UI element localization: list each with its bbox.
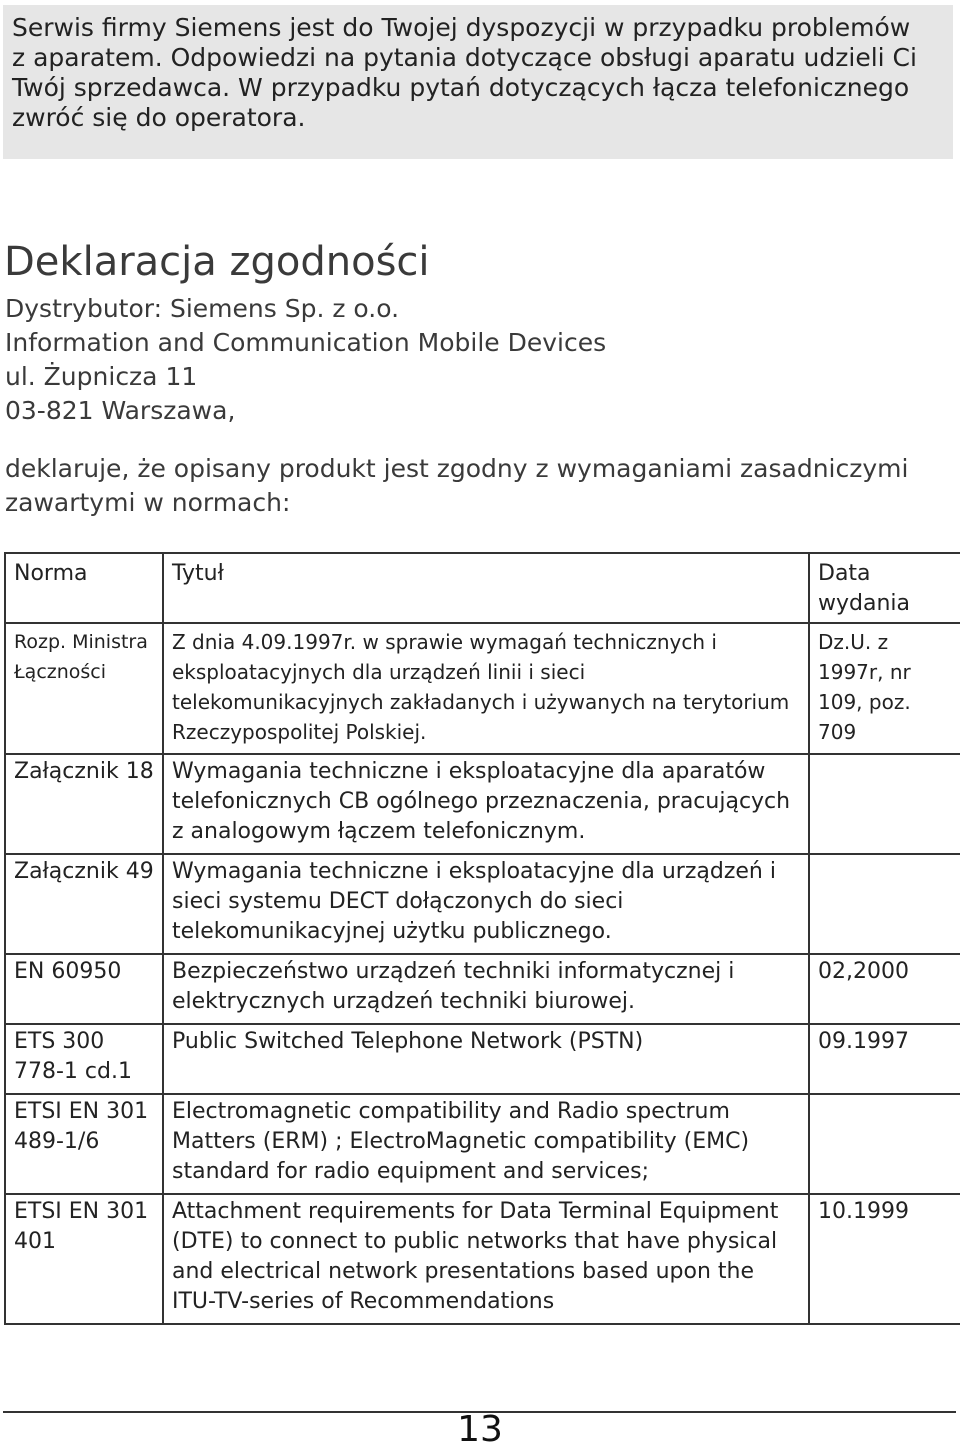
address-line: Information and Communication Mobile Devices	[5, 328, 607, 357]
cell-data	[809, 854, 960, 954]
cell-data	[809, 754, 960, 854]
cell-data: Dz.U. z 1997r, nr 109, poz. 709	[818, 630, 911, 744]
service-notice-line: z aparatem. Odpowiedzi na pytania dotyczące obsługi aparatu udzieli Ci	[12, 43, 917, 72]
header-data: Data wydania	[818, 561, 910, 616]
address-line: ul. Żupnicza 11	[5, 362, 198, 391]
header-norma: Norma	[5, 553, 163, 623]
service-notice-line: zwróć się do operatora.	[12, 103, 306, 132]
cell-data: 02,2000	[818, 959, 909, 984]
table-row	[5, 1194, 960, 1324]
table-row	[5, 954, 960, 1024]
cell-norma: ETS 300 778-1 cd.1	[5, 1024, 163, 1094]
cell-tytul: Electromagnetic compatibility and Radio spectrum Matters (ERM) ; ElectroMagnetic compatibility (EMC) standard for radio equipment and services;	[163, 1094, 809, 1194]
service-notice-line: Twój sprzedawca. W przypadku pytań dotyczących łącza telefonicznego	[12, 73, 910, 102]
cell-norma: ETSI EN 301 401	[5, 1194, 163, 1324]
cell-norma: EN 60950	[5, 954, 163, 1024]
cell-data	[809, 1094, 960, 1194]
table-row	[5, 623, 960, 754]
cell-data: 09.1997	[818, 1029, 909, 1054]
table-row	[5, 1024, 960, 1094]
address-line: 03-821 Warszawa,	[5, 396, 236, 425]
standards-table	[4, 552, 960, 1325]
cell-tytul: Public Switched Telephone Network (PSTN)	[163, 1024, 809, 1094]
address-line: Dystrybutor: Siemens Sp. z o.o.	[5, 294, 400, 323]
table-row	[5, 854, 960, 954]
declaration-statement: deklaruje, że opisany produkt jest zgodny z wymaganiami zasadniczymi zawartymi w normach:	[5, 454, 909, 517]
distributor-address	[5, 292, 606, 428]
cell-tytul: Bezpieczeństwo urządzeń techniki informatycznej i elektrycznych urządzeń techniki biurowej.	[163, 954, 809, 1024]
service-notice-box	[3, 5, 953, 159]
cell-norma: ETSI EN 301 489-1/6	[5, 1094, 163, 1194]
cell-tytul: Wymagania techniczne i eksploatacyjne dla aparatów telefonicznych CB ogólnego przeznaczenia, pracujących z analogowym łączem telefonicznym.	[163, 754, 809, 854]
cell-data: 10.1999	[818, 1199, 909, 1224]
service-notice-line: Serwis firmy Siemens jest do Twojej dyspozycji w przypadku problemów	[12, 13, 911, 42]
cell-norma: Załącznik 18	[5, 754, 163, 854]
table-row	[5, 754, 960, 854]
table-row	[5, 1094, 960, 1194]
declaration-title: Deklaracja zgodności	[4, 239, 430, 285]
cell-tytul: Attachment requirements for Data Terminal Equipment (DTE) to connect to public networks that have physical and electrical network presentations based upon the ITU-TV-series of Recommendations	[163, 1194, 809, 1324]
cell-tytul: Z dnia 4.09.1997r. w sprawie wymagań technicznych i eksploatacyjnych dla urządzeń linii i sieci telekomunikacyjnych zakładanych i używanych na terytorium Rzeczypospolitej Polskiej.	[163, 623, 809, 754]
cell-norma: Załącznik 49	[5, 854, 163, 954]
cell-tytul: Wymagania techniczne i eksploatacyjne dla urządzeń i sieci systemu DECT dołączonych do sieci telekomunikacyjnej użytku publicznego.	[163, 854, 809, 954]
header-tytul: Tytuł	[163, 553, 809, 623]
table-header-row	[5, 553, 960, 623]
page-number: 13	[457, 1409, 503, 1450]
cell-norma: Rozp. Ministra Łączności	[5, 623, 163, 754]
